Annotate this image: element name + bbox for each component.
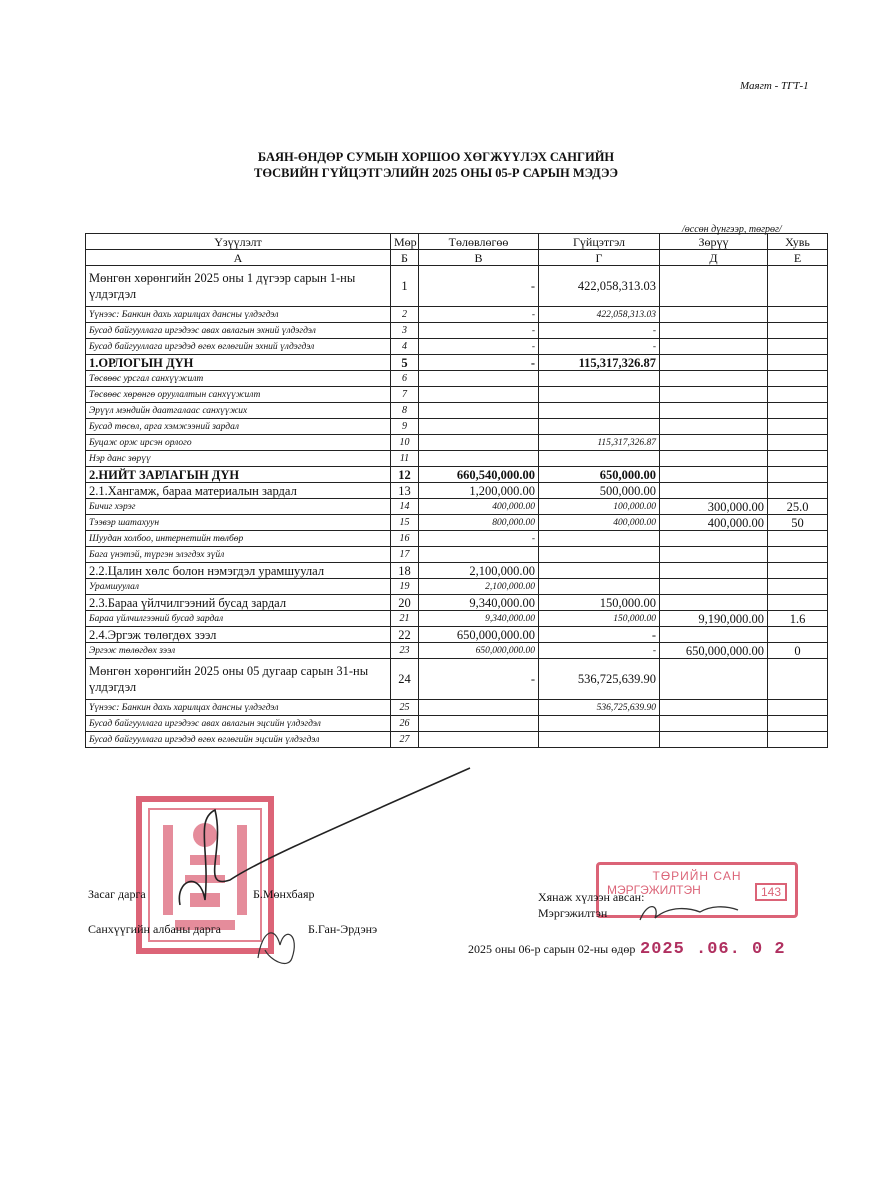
row-plan: - [419,659,539,700]
row-plan [419,419,539,435]
treasury-stamp-line-2: МЭРГЭЖИЛТЭН [607,883,701,897]
row-number: 13 [391,483,419,499]
treasury-stamp-line-1: ТӨРИЙН САН [652,869,742,883]
table-row [86,355,828,371]
row-percent [768,732,828,748]
row-diff [660,595,768,611]
row-label: 1.ОРЛОГЫН ДҮН [86,355,391,371]
unit-note: /өссөн дүнгээр, төгрөг/ [682,224,782,235]
table-row [86,387,828,403]
row-number: 19 [391,579,419,595]
report-title [0,149,872,181]
row-diff: 400,000.00 [660,515,768,531]
row-percent [768,451,828,467]
row-plan: - [419,339,539,355]
table-row [86,716,828,732]
row-plan: 2,100,000.00 [419,563,539,579]
row-actual: 650,000.00 [539,467,660,483]
row-label: Тээвэр шатахуун [86,515,391,531]
row-number: 26 [391,716,419,732]
row-percent: 50 [768,515,828,531]
row-label: Бусад байгууллага иргэдээс авах авлагын эхний үлдэгдэл [86,323,391,339]
row-actual: 500,000.00 [539,483,660,499]
row-label: Төсвөөс урсгал санхүүжилт [86,371,391,387]
row-actual: 115,317,326.87 [539,435,660,451]
row-label: Эргэж төлөгдөх зээл [86,643,391,659]
row-plan: - [419,355,539,371]
row-plan: 650,000,000.00 [419,643,539,659]
row-plan: 1,200,000.00 [419,483,539,499]
row-number: 14 [391,499,419,515]
row-actual: - [539,643,660,659]
row-percent [768,579,828,595]
row-actual: 536,725,639.90 [539,659,660,700]
row-number: 16 [391,531,419,547]
row-diff [660,579,768,595]
row-percent [768,307,828,323]
col-header-pct: Хувь [768,234,828,250]
table-row [86,371,828,387]
row-plan [419,451,539,467]
row-actual [539,387,660,403]
table-body [86,234,828,748]
row-diff [660,659,768,700]
row-number: 8 [391,403,419,419]
row-actual: 400,000.00 [539,515,660,531]
table-row [86,483,828,499]
table-row [86,547,828,563]
table-row [86,307,828,323]
row-diff [660,483,768,499]
row-plan: 9,340,000.00 [419,611,539,627]
table-row [86,732,828,748]
row-label: Бусад байгууллага иргэдээс авах авлагын эцсийн үлдэгдэл [86,716,391,732]
row-label: Бага үнэтэй, түргэн элэгдэх зүйл [86,547,391,563]
row-percent [768,483,828,499]
row-percent [768,563,828,579]
row-number: 20 [391,595,419,611]
row-plan: - [419,323,539,339]
received-label: Хянаж хүлээн авсан: [538,890,645,904]
row-plan: - [419,531,539,547]
row-percent [768,659,828,700]
row-number: 18 [391,563,419,579]
row-label: Шуудан холбоо, интернетийн төлбөр [86,531,391,547]
row-number: 4 [391,339,419,355]
row-label: Бусад байгууллага иргэдэд өгөх өглөгийн эхний үлдэгдэл [86,339,391,355]
table-row [86,595,828,611]
budget-report-table [85,233,828,748]
row-number: 21 [391,611,419,627]
row-actual [539,419,660,435]
row-actual [539,547,660,563]
row-plan: 650,000,000.00 [419,627,539,643]
row-diff [660,323,768,339]
table-row [86,611,828,627]
row-plan: 2,100,000.00 [419,579,539,595]
row-actual [539,403,660,419]
row-percent [768,419,828,435]
row-actual [539,563,660,579]
row-label: Эрүүл мэндийн даатгалаас санхүүжих [86,403,391,419]
specialist-label: Мэргэжилтэн [538,906,608,920]
row-diff [660,531,768,547]
col-code-a: А [86,250,391,266]
table-row [86,627,828,643]
title-line-1: БАЯН-ӨНДӨР СУМЫН ХОРШОО ХӨГЖҮҮЛЭХ САНГИЙН [257,150,615,164]
row-label: Урамшуулал [86,579,391,595]
row-diff [660,307,768,323]
table-row [86,563,828,579]
row-plan: 660,540,000.00 [419,467,539,483]
date-stamp: 2025 .06. 0 2 [640,940,786,959]
col-code-v: В [419,250,539,266]
row-actual: - [539,339,660,355]
row-label: Нэр данс зөрүү [86,451,391,467]
row-diff [660,467,768,483]
table-row [86,579,828,595]
form-code: Маягт - ТГТ-1 [740,80,809,92]
col-header-actual: Гүйцэтгэл [539,234,660,250]
row-plan [419,435,539,451]
row-actual [539,579,660,595]
row-percent [768,595,828,611]
row-label: Үүнээс: Банкин дахь харилцах дансны үлдэгдэл [86,700,391,716]
table-row [86,451,828,467]
row-percent [768,403,828,419]
table-header-row [86,234,828,250]
row-diff [660,266,768,307]
row-diff [660,547,768,563]
row-number: 11 [391,451,419,467]
row-number: 24 [391,659,419,700]
row-number: 27 [391,732,419,748]
row-number: 7 [391,387,419,403]
row-label: Төсвөөс хөрөнгө оруулалтын санхүүжилт [86,387,391,403]
row-number: 25 [391,700,419,716]
row-diff [660,355,768,371]
row-actual [539,451,660,467]
row-diff [660,371,768,387]
col-header-row-no: Мөр [391,234,419,250]
col-code-g: Г [539,250,660,266]
row-diff [660,451,768,467]
table-row [86,643,828,659]
row-plan [419,371,539,387]
row-percent [768,531,828,547]
table-row [86,339,828,355]
col-code-e: Е [768,250,828,266]
col-header-plan: Төлөвлөгөө [419,234,539,250]
row-actual: 115,317,326.87 [539,355,660,371]
row-number: 9 [391,419,419,435]
col-header-diff: Зөрүү [660,234,768,250]
row-number: 15 [391,515,419,531]
row-percent [768,387,828,403]
finance-head-title: Санхүүгийн албаны дарга [88,922,221,936]
row-actual: 536,725,639.90 [539,700,660,716]
row-number: 5 [391,355,419,371]
row-actual: 150,000.00 [539,611,660,627]
row-diff [660,403,768,419]
table-row [86,467,828,483]
row-label: Бичиг хэрэг [86,499,391,515]
row-label: Мөнгөн хөрөнгийн 2025 оны 1 дүгээр сарын 1-ны үлдэгдэл [86,266,391,307]
table-row [86,435,828,451]
table-row [86,659,828,700]
row-number: 6 [391,371,419,387]
row-actual [539,732,660,748]
row-percent [768,371,828,387]
row-number: 23 [391,643,419,659]
table-row [86,419,828,435]
report-date-text: 2025 оны 06-р сарын 02-ны өдөр [468,942,636,956]
row-number: 3 [391,323,419,339]
row-number: 10 [391,435,419,451]
row-plan: - [419,307,539,323]
row-percent [768,547,828,563]
row-percent [768,355,828,371]
row-label: Бусад байгууллага иргэдэд өгөх өглөгийн эцсийн үлдэгдэл [86,732,391,748]
row-plan: 800,000.00 [419,515,539,531]
row-percent [768,266,828,307]
row-number: 2 [391,307,419,323]
table-row [86,403,828,419]
table-row [86,515,828,531]
row-diff [660,627,768,643]
row-plan: 400,000.00 [419,499,539,515]
finance-head-name: Б.Ган-Эрдэнэ [308,922,378,936]
table-row [86,323,828,339]
row-label: 2.1.Хангамж, бараа материалын зардал [86,483,391,499]
governor-title: Засаг дарга [88,887,146,901]
row-actual [539,716,660,732]
row-label: Мөнгөн хөрөнгийн 2025 оны 05 дугаар сарын 31-ны үлдэгдэл [86,659,391,700]
row-plan [419,387,539,403]
row-percent [768,323,828,339]
row-label: Үүнээс: Банкин дахь харилцах дансны үлдэгдэл [86,307,391,323]
row-label: Бусад төсөл, арга хэмжээний зардал [86,419,391,435]
row-label: 2.НИЙТ ЗАРЛАГЫН ДҮН [86,467,391,483]
row-plan [419,732,539,748]
row-actual: 100,000.00 [539,499,660,515]
table-row [86,499,828,515]
row-percent: 25.0 [768,499,828,515]
row-number: 1 [391,266,419,307]
row-diff [660,716,768,732]
row-actual: 150,000.00 [539,595,660,611]
row-actual: 422,058,313.03 [539,307,660,323]
row-diff [660,435,768,451]
row-number: 17 [391,547,419,563]
row-percent [768,467,828,483]
row-label: 2.3.Бараа үйлчилгээний бусад зардал [86,595,391,611]
row-plan: 9,340,000.00 [419,595,539,611]
treasury-stamp-number: 143 [755,883,787,901]
row-diff [660,419,768,435]
row-percent [768,700,828,716]
row-label: Бараа үйлчилгээний бусад зардал [86,611,391,627]
col-code-d: Д [660,250,768,266]
row-percent [768,627,828,643]
row-label: 2.4.Эргэж төлөгдөх зээл [86,627,391,643]
row-actual: 422,058,313.03 [539,266,660,307]
row-actual [539,371,660,387]
row-actual: - [539,627,660,643]
row-number: 22 [391,627,419,643]
row-percent: 1.6 [768,611,828,627]
title-line-2: ТӨСВИЙН ГҮЙЦЭТГЭЛИЙН 2025 ОНЫ 05-Р САРЫН МЭДЭЭ [254,166,618,180]
row-label: Буцаж орж ирсэн орлого [86,435,391,451]
row-actual: - [539,323,660,339]
row-diff [660,732,768,748]
row-diff: 9,190,000.00 [660,611,768,627]
row-label: 2.2.Цалин хөлс болон нэмэгдэл урамшуулал [86,563,391,579]
row-diff [660,563,768,579]
row-diff: 650,000,000.00 [660,643,768,659]
row-number: 12 [391,467,419,483]
row-percent [768,435,828,451]
row-plan [419,403,539,419]
row-diff [660,339,768,355]
row-plan [419,547,539,563]
col-code-b: Б [391,250,419,266]
row-actual [539,531,660,547]
table-row [86,266,828,307]
table-row [86,531,828,547]
row-plan [419,716,539,732]
row-percent [768,716,828,732]
row-diff [660,387,768,403]
row-diff [660,700,768,716]
col-header-indicator: Үзүүлэлт [86,234,391,250]
row-diff: 300,000.00 [660,499,768,515]
governor-name: Б.Мөнхбаяр [253,887,315,901]
table-code-row [86,250,828,266]
table-row [86,700,828,716]
row-plan [419,700,539,716]
row-percent [768,339,828,355]
row-percent: 0 [768,643,828,659]
row-plan: - [419,266,539,307]
